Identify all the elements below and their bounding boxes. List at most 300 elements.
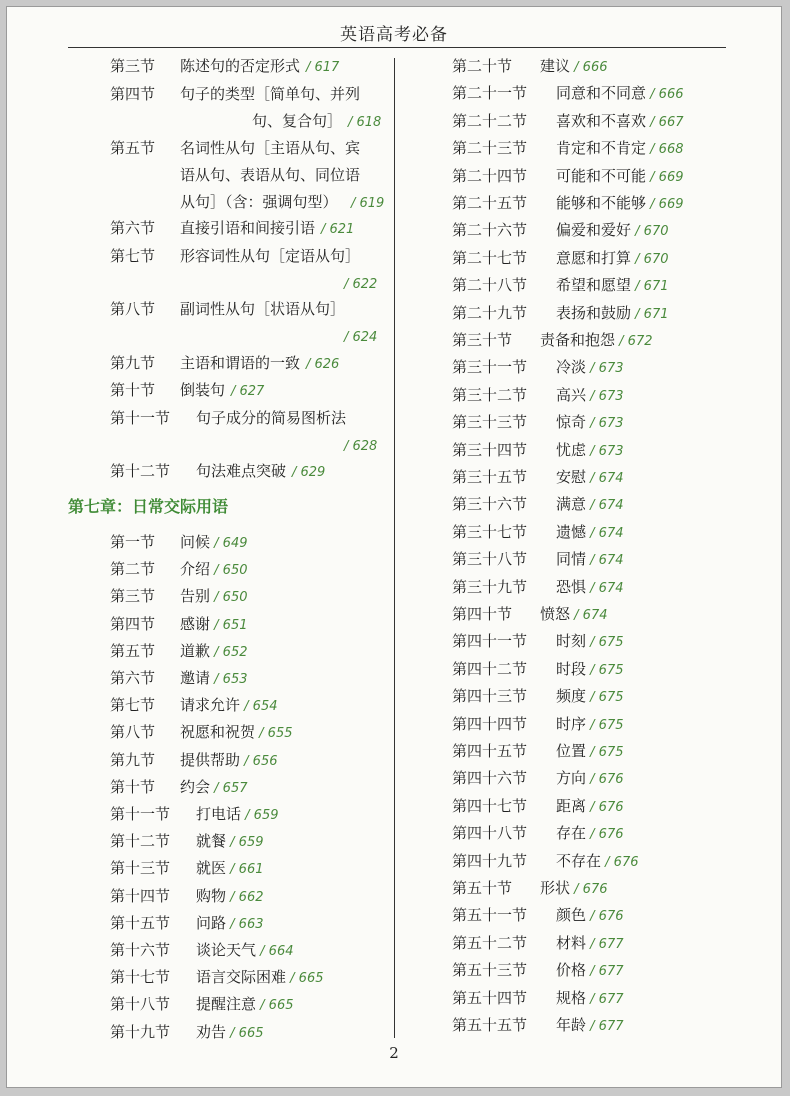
toc-slash-separator: /	[210, 563, 223, 579]
toc-page-reference	[306, 54, 339, 78]
toc-entry	[556, 657, 624, 681]
toc-page-number: 619	[359, 196, 385, 211]
toc-entry-number: 第二节	[110, 560, 156, 579]
toc-entry	[556, 438, 624, 462]
toc-page-number: 650	[222, 563, 248, 579]
toc-slash-separator: /	[586, 936, 599, 952]
toc-entry-number: 第三十三节	[452, 413, 528, 432]
toc-entry	[180, 639, 248, 663]
toc-page-number: 676	[598, 909, 624, 925]
toc-page-number: 666	[658, 87, 684, 103]
toc-page-number: 626	[314, 357, 340, 372]
toc-entry-title: 约会	[180, 777, 211, 796]
toc-slash-separator: /	[210, 644, 223, 660]
toc-entry	[556, 547, 624, 571]
toc-slash-separator: /	[631, 224, 644, 240]
toc-page-number: 674	[598, 580, 624, 596]
toc-slash-separator: /	[226, 862, 239, 878]
toc-page-number: 665	[268, 998, 294, 1014]
toc-entry-number: 第一节	[110, 533, 156, 551]
toc-entry-number: 第四十七节	[452, 796, 528, 815]
toc-entry	[556, 794, 624, 818]
toc-entry-title: 不存在	[556, 851, 602, 870]
toc-slash-separator: /	[306, 60, 315, 75]
toc-entry-title: 肯定和不肯定	[556, 139, 647, 158]
toc-entry	[196, 1020, 264, 1044]
toc-entry	[556, 273, 669, 297]
toc-entry	[556, 410, 624, 434]
toc-entry	[196, 911, 264, 935]
toc-entry	[180, 775, 248, 799]
toc-entry	[556, 903, 624, 927]
toc-entry-title: 感谢	[180, 614, 211, 633]
toc-entry-title: 同情	[556, 550, 587, 569]
toc-page-number: 629	[300, 465, 326, 480]
toc-entry-title: 满意	[556, 495, 587, 514]
toc-page-number: 677	[598, 964, 624, 980]
toc-entry-title: 提醒注意	[196, 995, 257, 1014]
toc-entry-title: 频度	[556, 687, 587, 706]
toc-page-number: 675	[598, 635, 624, 651]
toc-entry-number: 第二十八节	[452, 276, 528, 295]
toc-page-number: 665	[298, 971, 324, 987]
toc-entry-title: 方向	[556, 769, 587, 788]
toc-slash-separator: /	[646, 142, 659, 158]
toc-entry-number: 第八节	[110, 723, 156, 742]
toc-entry	[180, 693, 278, 717]
toc-entry-number: 第五十四节	[452, 988, 528, 1007]
toc-page-number: 627	[239, 384, 265, 399]
toc-entry	[556, 684, 624, 708]
toc-entry	[180, 557, 248, 581]
toc-entry	[556, 629, 624, 653]
toc-entry	[556, 164, 684, 188]
toc-entry	[180, 748, 278, 772]
toc-entry-title-line: 语从句、表语从句、同位语	[180, 166, 361, 184]
toc-entry-number: 第六节	[110, 669, 156, 687]
toc-entry	[180, 666, 248, 690]
toc-page-number: 621	[329, 222, 355, 237]
toc-slash-separator: /	[586, 991, 599, 1007]
toc-page-number: 676	[598, 827, 624, 843]
toc-page-number: 659	[238, 835, 264, 851]
toc-slash-separator: /	[226, 889, 239, 905]
toc-entry-title-line: 从句］（含：强调句型）	[180, 193, 338, 211]
toc-entry-title: 问候	[180, 533, 211, 551]
toc-entry-title: 偏爱和爱好	[556, 221, 632, 240]
toc-entry-number: 第三十八节	[452, 550, 528, 569]
toc-entry-title: 材料	[556, 933, 587, 952]
toc-entry-title: 就医	[196, 859, 227, 878]
toc-entry-number: 第九节	[110, 750, 156, 769]
toc-entry-number: 第四十一节	[452, 632, 528, 651]
toc-slash-separator: /	[586, 525, 599, 541]
toc-entry-number: 第十一节	[110, 805, 171, 823]
toc-page-number: 674	[598, 525, 624, 541]
toc-entry	[180, 530, 248, 554]
toc-slash-separator: /	[256, 944, 269, 959]
page-number: 2	[389, 1044, 399, 1062]
toc-page-reference	[321, 216, 354, 240]
toc-entry	[196, 802, 279, 826]
toc-entry-number: 第四十九节	[452, 851, 528, 870]
toc-page-number: 656	[252, 753, 278, 769]
toc-entry-number: 第二十六节	[452, 221, 528, 240]
toc-entry	[196, 992, 294, 1016]
toc-page-number: 659	[253, 808, 279, 823]
toc-slash-separator: /	[586, 799, 599, 815]
toc-entry-number: 第六节	[110, 219, 156, 237]
toc-entry	[556, 931, 624, 955]
toc-slash-separator: /	[631, 279, 644, 295]
toc-entry-title: 位置	[556, 742, 587, 760]
toc-entry-number: 第十三节	[110, 859, 171, 878]
toc-slash-separator: /	[240, 699, 253, 715]
toc-entry	[556, 246, 669, 270]
toc-slash-separator: /	[646, 114, 659, 130]
toc-page-number: 673	[598, 443, 624, 459]
toc-entry	[556, 821, 624, 845]
toc-entry	[180, 720, 293, 744]
toc-entry-title: 价格	[556, 961, 587, 980]
toc-entry-title: 语言交际困难	[196, 968, 287, 987]
toc-slash-separator: /	[586, 745, 599, 760]
toc-page-number: 657	[222, 780, 248, 796]
toc-entry-number: 第十四节	[110, 886, 171, 905]
toc-slash-separator: /	[586, 361, 599, 377]
toc-entry	[556, 520, 624, 544]
toc-entry-title: 表扬和鼓励	[556, 303, 632, 322]
toc-slash-separator: /	[646, 169, 659, 185]
toc-entry-title: 同意和不同意	[556, 84, 647, 103]
toc-entry	[556, 301, 669, 325]
toc-page-number: 661	[238, 862, 264, 878]
toc-entry	[180, 612, 248, 636]
toc-slash-separator: /	[241, 808, 254, 823]
toc-entry-title-line: 名词性从句［主语从句、宾	[180, 139, 361, 157]
toc-slash-separator: /	[226, 835, 239, 851]
toc-entry-title: 距离	[556, 796, 587, 815]
toc-page-number: 618	[356, 115, 382, 130]
toc-slash-separator: /	[210, 590, 223, 606]
toc-entry-number: 第四十三节	[452, 687, 528, 706]
toc-entry-number: 第九节	[110, 354, 156, 372]
toc-entry-number: 第十八节	[110, 995, 171, 1014]
toc-slash-separator: /	[344, 330, 353, 345]
toc-page-number: 622	[352, 277, 378, 292]
toc-slash-separator: /	[344, 277, 353, 292]
toc-entry-title-line: 句子成分的简易图析法	[196, 409, 347, 427]
toc-entry-number: 第四十五节	[452, 742, 528, 760]
toc-entry	[196, 965, 324, 989]
toc-entry-title: 愤怒	[540, 605, 571, 623]
toc-slash-separator: /	[210, 780, 223, 796]
toc-slash-separator: /	[210, 536, 223, 551]
toc-page-number: 676	[613, 854, 639, 870]
toc-slash-separator: /	[586, 772, 599, 788]
toc-entry	[556, 136, 684, 160]
toc-slash-separator: /	[631, 306, 644, 322]
toc-page-number: 675	[598, 662, 624, 678]
toc-entry-title-line: 直接引语和间接引语	[180, 219, 316, 237]
toc-page-number: 676	[598, 799, 624, 815]
toc-entry-number: 第三十一节	[452, 358, 528, 377]
toc-slash-separator: /	[586, 690, 599, 706]
toc-slash-separator: /	[226, 1025, 239, 1041]
toc-page-number: 668	[658, 142, 684, 158]
toc-slash-separator: /	[586, 443, 599, 459]
toc-slash-separator: /	[586, 662, 599, 678]
toc-entry-title: 喜欢和不喜欢	[556, 111, 647, 130]
toc-entry-number: 第三节	[110, 587, 156, 606]
toc-slash-separator: /	[586, 909, 599, 925]
toc-page-reference	[231, 378, 264, 402]
toc-entry-number: 第八节	[110, 300, 156, 318]
toc-page-number: 674	[598, 498, 624, 514]
toc-entry	[556, 986, 624, 1010]
toc-entry	[540, 54, 608, 78]
toc-slash-separator: /	[646, 197, 659, 212]
toc-page-number: 674	[582, 608, 608, 623]
toc-slash-separator: /	[351, 196, 360, 211]
column-divider	[394, 58, 395, 1038]
toc-entry-title: 提供帮助	[180, 750, 241, 769]
toc-page-number: 649	[222, 536, 248, 551]
toc-entry-number: 第二十五节	[452, 194, 528, 212]
toc-entry-title: 冷淡	[556, 358, 587, 377]
toc-entry-title: 介绍	[180, 560, 211, 579]
toc-entry	[196, 938, 294, 962]
toc-entry-number: 第四十二节	[452, 659, 528, 678]
toc-entry-number: 第七节	[110, 247, 156, 265]
toc-page-number: 655	[267, 726, 293, 742]
toc-page-number: 673	[598, 416, 624, 432]
running-header-title: 英语高考必备	[340, 25, 448, 45]
toc-entry-number: 第十六节	[110, 941, 171, 959]
toc-entry-number: 第四十四节	[452, 714, 528, 733]
toc-slash-separator: /	[256, 998, 269, 1014]
toc-page-number: 664	[268, 944, 294, 959]
toc-page-number: 665	[238, 1025, 264, 1041]
toc-entry-title-line: 句法难点突破	[196, 462, 287, 480]
toc-entry	[196, 829, 264, 853]
toc-entry-number: 第二十四节	[452, 166, 528, 185]
toc-page-number: 666	[582, 60, 608, 75]
toc-entry-title: 打电话	[196, 805, 242, 823]
toc-entry-title-line: 陈述句的否定形式	[180, 57, 301, 75]
toc-entry-title-line: 主语和谓语的一致	[180, 354, 301, 372]
toc-slash-separator: /	[226, 916, 239, 932]
toc-entry	[540, 602, 608, 626]
toc-entry	[556, 1013, 624, 1037]
toc-entry-number: 第十七节	[110, 968, 171, 987]
toc-slash-separator: /	[631, 251, 644, 267]
toc-slash-separator: /	[210, 672, 223, 687]
toc-entry-title: 希望和愿望	[556, 276, 632, 295]
toc-entry-title-line: 倒装句	[180, 381, 226, 399]
toc-entry-number: 第三十二节	[452, 385, 528, 404]
toc-slash-separator: /	[240, 753, 253, 769]
toc-slash-separator: /	[348, 115, 357, 130]
toc-entry-number: 第十五节	[110, 913, 171, 932]
toc-entry	[196, 856, 264, 880]
toc-entry	[180, 584, 248, 608]
toc-page-number: 676	[582, 882, 608, 897]
toc-page-number: 674	[598, 553, 624, 569]
toc-entry-title: 规格	[556, 988, 587, 1007]
toc-slash-separator: /	[586, 635, 599, 651]
toc-page-number: 650	[222, 590, 248, 606]
toc-entry-title: 年龄	[556, 1016, 587, 1034]
toc-page-number: 671	[643, 279, 669, 295]
toc-slash-separator: /	[570, 60, 583, 75]
toc-entry-title: 责备和抱怨	[540, 331, 616, 349]
toc-entry-number: 第三十四节	[452, 440, 528, 459]
toc-page-number: 677	[598, 991, 624, 1007]
toc-slash-separator: /	[646, 87, 659, 103]
toc-entry-title: 购物	[196, 886, 227, 905]
toc-entry	[556, 849, 639, 873]
toc-slash-separator: /	[321, 222, 330, 237]
toc-entry-number: 第五节	[110, 139, 156, 157]
toc-entry-title: 祝愿和祝贺	[180, 723, 256, 742]
toc-entry-number: 第三十五节	[452, 468, 528, 486]
toc-entry-number: 第四节	[110, 85, 156, 103]
toc-page-number: 653	[222, 672, 248, 687]
toc-entry	[556, 492, 624, 516]
toc-entry-number: 第五十一节	[452, 906, 528, 925]
toc-slash-separator: /	[344, 439, 353, 454]
toc-entry-number: 第二十一节	[452, 84, 528, 103]
toc-page-number: 673	[598, 361, 624, 377]
toc-page-reference	[344, 271, 377, 295]
toc-entry-number: 第五十二节	[452, 933, 528, 952]
toc-entry-title: 建议	[540, 57, 571, 75]
toc-entry-title: 高兴	[556, 385, 587, 404]
toc-entry-title: 劝告	[196, 1022, 227, 1041]
toc-entry-number: 第十节	[110, 777, 156, 796]
toc-entry-title: 惊奇	[556, 413, 587, 432]
toc-slash-separator: /	[292, 465, 301, 480]
toc-slash-separator: /	[586, 827, 599, 843]
toc-entry-title-line: 句、复合句］	[252, 112, 343, 130]
toc-page-number: 673	[598, 388, 624, 404]
header-rule	[68, 47, 726, 48]
toc-entry	[556, 766, 624, 790]
toc-page-number: 667	[658, 114, 684, 130]
toc-slash-separator: /	[615, 334, 628, 349]
toc-slash-separator: /	[286, 971, 299, 987]
toc-page-reference	[344, 324, 377, 348]
toc-slash-separator: /	[601, 854, 614, 870]
toc-entry-number: 第二十九节	[452, 303, 528, 322]
toc-entry-title-line: 形容词性从句［定语从句］	[180, 247, 361, 265]
toc-entry-number: 第十一节	[110, 409, 171, 427]
toc-page-number: 677	[598, 1019, 624, 1034]
toc-entry-number: 第四十八节	[452, 824, 528, 843]
toc-entry-number: 第三十六节	[452, 495, 528, 514]
toc-slash-separator: /	[586, 1019, 599, 1034]
toc-entry-title: 请求允许	[180, 696, 241, 715]
toc-entry-title: 能够和不能够	[556, 194, 647, 212]
toc-entry	[556, 191, 684, 215]
toc-entry	[556, 712, 624, 736]
toc-entry-number: 第三十节	[452, 331, 513, 349]
toc-page-number: 677	[598, 936, 624, 952]
toc-page-number: 651	[222, 617, 248, 633]
toc-entry-number: 第五十节	[452, 879, 513, 897]
toc-entry	[196, 884, 264, 908]
toc-page-number: 675	[598, 690, 624, 706]
toc-entry-title-line: 副词性从句［状语从句］	[180, 300, 346, 318]
toc-entry-title-line: 句子的类型［简单句、并列	[180, 85, 361, 103]
toc-slash-separator: /	[210, 617, 223, 633]
toc-page-reference	[351, 190, 384, 214]
toc-entry-number: 第十二节	[110, 832, 171, 851]
toc-slash-separator: /	[570, 882, 583, 897]
toc-entry	[556, 465, 624, 489]
toc-page-number: 669	[658, 197, 684, 212]
toc-entry-number: 第五十三节	[452, 961, 528, 980]
toc-entry-title: 道歉	[180, 641, 211, 660]
toc-entry-number: 第七节	[110, 696, 156, 715]
toc-slash-separator: /	[586, 498, 599, 514]
toc-page-number: 671	[643, 306, 669, 322]
toc-entry-number: 第五十五节	[452, 1016, 528, 1034]
toc-entry-title: 形状	[540, 879, 571, 897]
toc-slash-separator: /	[306, 357, 315, 372]
toc-entry	[556, 109, 684, 133]
toc-page-number: 674	[598, 471, 624, 486]
toc-page-reference	[292, 459, 325, 483]
toc-page-number: 670	[643, 251, 669, 267]
toc-entry	[556, 739, 624, 763]
chapter-heading: 第七章：日常交际用语	[68, 497, 229, 516]
toc-entry	[556, 383, 624, 407]
toc-entry-title: 谈论天气	[196, 941, 257, 959]
toc-entry-title: 邀请	[180, 669, 211, 687]
toc-page-number: 652	[222, 644, 248, 660]
toc-entry-title: 问路	[196, 913, 227, 932]
toc-page-number: 670	[643, 224, 669, 240]
toc-entry-title: 可能和不可能	[556, 166, 647, 185]
toc-entry-title: 时段	[556, 659, 587, 678]
toc-slash-separator: /	[586, 416, 599, 432]
toc-entry-number: 第四十节	[452, 605, 513, 623]
toc-entry-title: 告别	[180, 587, 211, 606]
toc-entry-title: 时序	[556, 714, 587, 733]
toc-entry-number: 第十九节	[110, 1022, 171, 1041]
toc-entry-number: 第五节	[110, 641, 156, 660]
toc-entry	[556, 355, 624, 379]
toc-slash-separator: /	[586, 580, 599, 596]
toc-page-number: 663	[238, 916, 264, 932]
toc-slash-separator: /	[586, 717, 599, 733]
toc-slash-separator: /	[255, 726, 268, 742]
toc-entry	[556, 81, 684, 105]
toc-entry-title: 遗憾	[556, 522, 587, 541]
toc-slash-separator: /	[570, 608, 583, 623]
toc-entry-title: 意愿和打算	[556, 248, 632, 267]
toc-page-number: 675	[598, 745, 624, 760]
toc-entry-number: 第二十七节	[452, 248, 528, 267]
toc-entry-title: 恐惧	[556, 577, 587, 596]
toc-slash-separator: /	[586, 553, 599, 569]
toc-page-reference	[306, 351, 339, 375]
toc-page-number: 624	[352, 330, 378, 345]
toc-entry	[556, 958, 624, 982]
toc-page-reference	[344, 433, 377, 457]
